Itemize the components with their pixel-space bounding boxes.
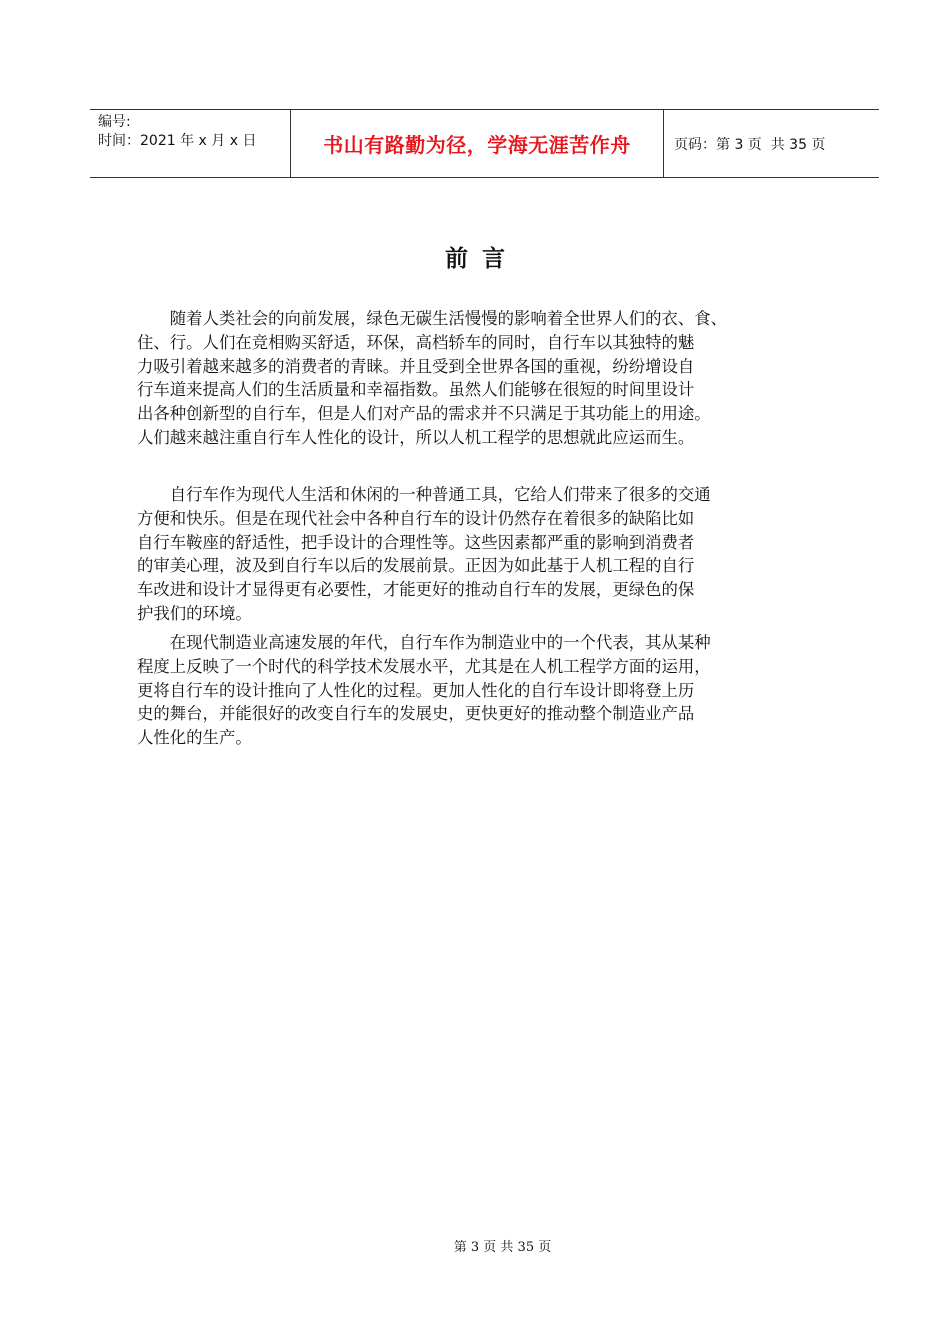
document-header: [90, 109, 879, 178]
paragraph-line: 程度上反映了一个时代的科学技术发展水平，尤其是在人机工程学方面的运用，: [137, 656, 711, 676]
page-footer: 第 3 页 共 35 页: [453, 1240, 552, 1255]
paragraph-line: 车改进和设计才显得更有必要性，才能更好的推动自行车的发展，更绿色的保: [137, 580, 695, 600]
header-motto: 书山有路勤为径，学海无涯苦作舟: [291, 110, 664, 177]
paragraph-line: 的审美心理，波及到自行车以后的发展前景。正因为如此基于人机工程的自行: [137, 556, 695, 576]
paragraph-line: 护我们的环境。: [137, 603, 252, 623]
page-title: 前言: [445, 246, 519, 272]
paragraph-line: 出各种创新型的自行车，但是人们对产品的需求并不只满足于其功能上的用途。: [137, 404, 711, 424]
paragraph-line: 人性化的生产。: [137, 728, 252, 748]
serial-number-label: 编号:: [98, 114, 131, 130]
header-page-info: 页码：第 3 页 共 35 页: [674, 136, 826, 153]
paragraph-line: 力吸引着越来越多的消费者的青睐。并且受到全世界各国的重视，纷纷增设自: [137, 356, 695, 376]
paragraph-3: [137, 631, 857, 750]
paragraph-2: [137, 483, 857, 626]
paragraph-line: 更将自行车的设计推向了人性化的过程。更加人性化的自行车设计即将登上历: [137, 680, 695, 700]
header-meta-cell: [90, 110, 291, 177]
paragraph-line: 人们越来越注重自行车人性化的设计，所以人机工程学的思想就此应运而生。: [137, 427, 695, 447]
date-label: 时间：2021 年 x 月 x 日: [98, 133, 257, 149]
paragraph-line: 在现代制造业高速发展的年代，自行车作为制造业中的一个代表，其从某种: [137, 633, 711, 652]
paragraph-line: 随着人类社会的向前发展，绿色无碳生活慢慢的影响着全世界人们的衣、食、: [137, 309, 728, 328]
paragraph-line: 方便和快乐。但是在现代社会中各种自行车的设计仍然存在着很多的缺陷比如: [137, 508, 695, 528]
paragraph-1: [137, 307, 857, 450]
paragraph-line: 自行车作为现代人生活和休闲的一种普通工具，它给人们带来了很多的交通: [137, 485, 711, 504]
paragraph-line: 史的舞台，并能很好的改变自行车的发展史，更快更好的推动整个制造业产品: [137, 704, 695, 724]
paragraph-line: 住、行。人们在竞相购买舒适，环保，高档轿车的同时，自行车以其独特的魅: [137, 332, 695, 352]
paragraph-line: 行车道来提高人们的生活质量和幸福指数。虽然人们能够在很短的时间里设计: [137, 380, 695, 400]
paragraph-line: 自行车鞍座的舒适性，把手设计的合理性等。这些因素都严重的影响到消费者: [137, 532, 695, 552]
